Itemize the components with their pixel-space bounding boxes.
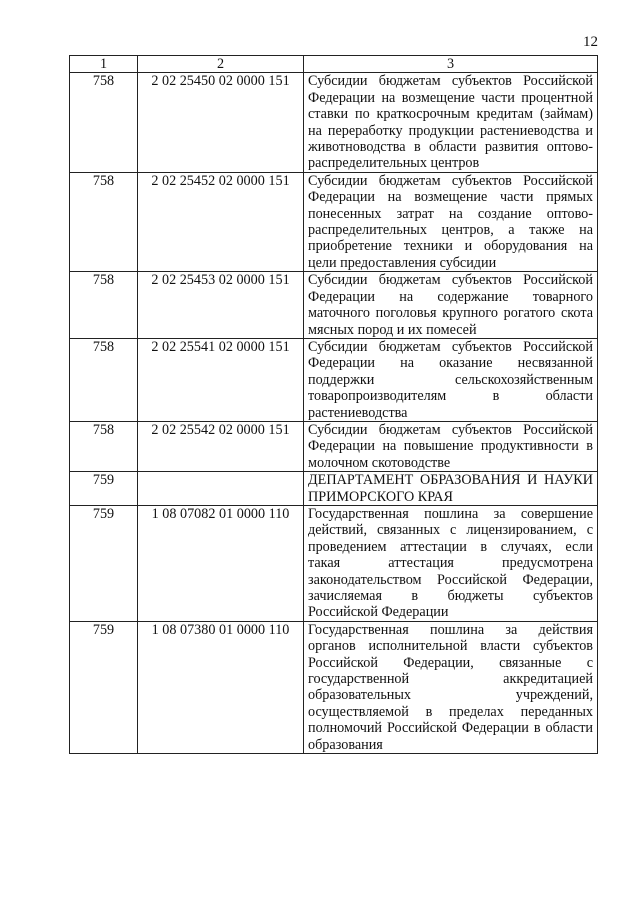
description-line: распределительных центров, а также на (308, 222, 593, 239)
description-line: законодательством Российской Федерации, (308, 571, 593, 588)
description-line: Государственная пошлина за действия (308, 621, 593, 638)
description-line: Государственная пошлина за совершение (308, 505, 593, 522)
budget-code-cell: 2 02 25452 02 0000 151 (138, 172, 304, 271)
table-row (70, 338, 598, 421)
admin-code-cell: 758 (70, 172, 138, 271)
admin-code-cell: 758 (70, 338, 138, 421)
column-header: 1 (70, 56, 138, 73)
budget-code-cell: 2 02 25541 02 0000 151 (138, 338, 304, 421)
description-line: осуществляемой в пределах переданных (308, 703, 593, 720)
description-line: товаропроизводителям в области (308, 388, 593, 405)
description-line: Российской Федерации (308, 604, 449, 621)
budget-code-cell: 1 08 07082 01 0000 110 (138, 505, 304, 621)
description-line: Российской Федерации, связанные с (308, 654, 593, 671)
description-line: молочном скотоводстве (308, 454, 451, 471)
description-line: проведением аттестации в случаях, если (308, 538, 593, 555)
description-cell (304, 172, 598, 271)
description-line: цели предоставления субсидии (308, 254, 497, 271)
admin-code-cell: 758 (70, 73, 138, 172)
budget-code-cell: 1 08 07380 01 0000 110 (138, 621, 304, 753)
admin-code-cell: 758 (70, 272, 138, 339)
description-line: маточного поголовья крупного рогатого скота (308, 305, 593, 322)
description-line: на переработку продукции растениеводства и (308, 122, 593, 139)
description-line: Субсидии бюджетам субъектов Российской (308, 73, 593, 90)
description-line: ДЕПАРТАМЕНТ ОБРАЗОВАНИЯ И НАУКИ (308, 472, 593, 489)
description-line: Федерации на возмещение части процентной (308, 89, 593, 106)
description-line: животноводства в области развития оптово- (308, 139, 593, 156)
table-row (70, 505, 598, 621)
description-line: ставки по краткосрочным кредитам (займам) (308, 106, 593, 123)
description-line: растениеводства (308, 404, 408, 421)
description-line: мясных пород и их помесей (308, 321, 477, 338)
description-line: ПРИМОРСКОГО КРАЯ (308, 488, 454, 505)
table-row (70, 421, 598, 471)
codes-table (69, 55, 598, 754)
column-header: 3 (304, 56, 598, 73)
description-line: действий, связанных с лицензированием, с (308, 522, 593, 539)
budget-code-cell: 2 02 25450 02 0000 151 (138, 73, 304, 172)
admin-code-cell: 759 (70, 505, 138, 621)
table-row (70, 172, 598, 271)
admin-code-cell: 759 (70, 621, 138, 753)
description-line: Федерации на оказание несвязанной (308, 355, 593, 372)
description-line: полномочий Российской Федерации в области (308, 720, 593, 737)
table-row (70, 73, 598, 172)
description-line: Федерации на возмещение части прямых (308, 189, 593, 206)
description-line: поддержки сельскохозяйственным (308, 371, 593, 388)
description-line: государственной аккредитацией (308, 671, 593, 688)
admin-code-cell: 758 (70, 421, 138, 471)
description-line: Субсидии бюджетам субъектов Российской (308, 272, 593, 289)
description-line: зачисляемая в бюджеты субъектов (308, 588, 593, 604)
description-line: приобретение техники и оборудования на (308, 238, 593, 255)
description-cell (304, 73, 598, 172)
description-cell (304, 272, 598, 339)
description-line: Субсидии бюджетам субъектов Российской (308, 421, 593, 438)
budget-code-cell: 2 02 25453 02 0000 151 (138, 272, 304, 339)
page-number: 12 (583, 34, 598, 50)
description-line: Субсидии бюджетам субъектов Российской (308, 338, 593, 355)
description-line: Федерации на содержание товарного (308, 288, 593, 305)
description-line: образования (308, 736, 383, 753)
admin-code-cell: 759 (70, 472, 138, 506)
budget-code-cell (138, 472, 304, 506)
description-cell (304, 338, 598, 421)
description-cell (304, 472, 598, 506)
table-row (70, 472, 598, 506)
description-line: понесенных затрат на создание оптово- (308, 205, 593, 222)
description-line: распределительных центров (308, 155, 480, 172)
description-cell (304, 505, 598, 621)
table-header-row (70, 56, 598, 73)
description-line: органов исполнительной власти субъектов (308, 638, 593, 655)
table-body (70, 73, 598, 754)
description-cell (304, 421, 598, 471)
budget-code-cell: 2 02 25542 02 0000 151 (138, 421, 304, 471)
table-row (70, 272, 598, 339)
description-line: Федерации на повышение продуктивности в (308, 438, 593, 455)
description-line: образовательных учреждений, (308, 687, 593, 704)
description-line: Субсидии бюджетам субъектов Российской (308, 172, 593, 189)
description-cell (304, 621, 598, 753)
description-line: такая аттестация предусмотрена (308, 555, 593, 572)
table-row (70, 621, 598, 753)
column-header: 2 (138, 56, 304, 73)
